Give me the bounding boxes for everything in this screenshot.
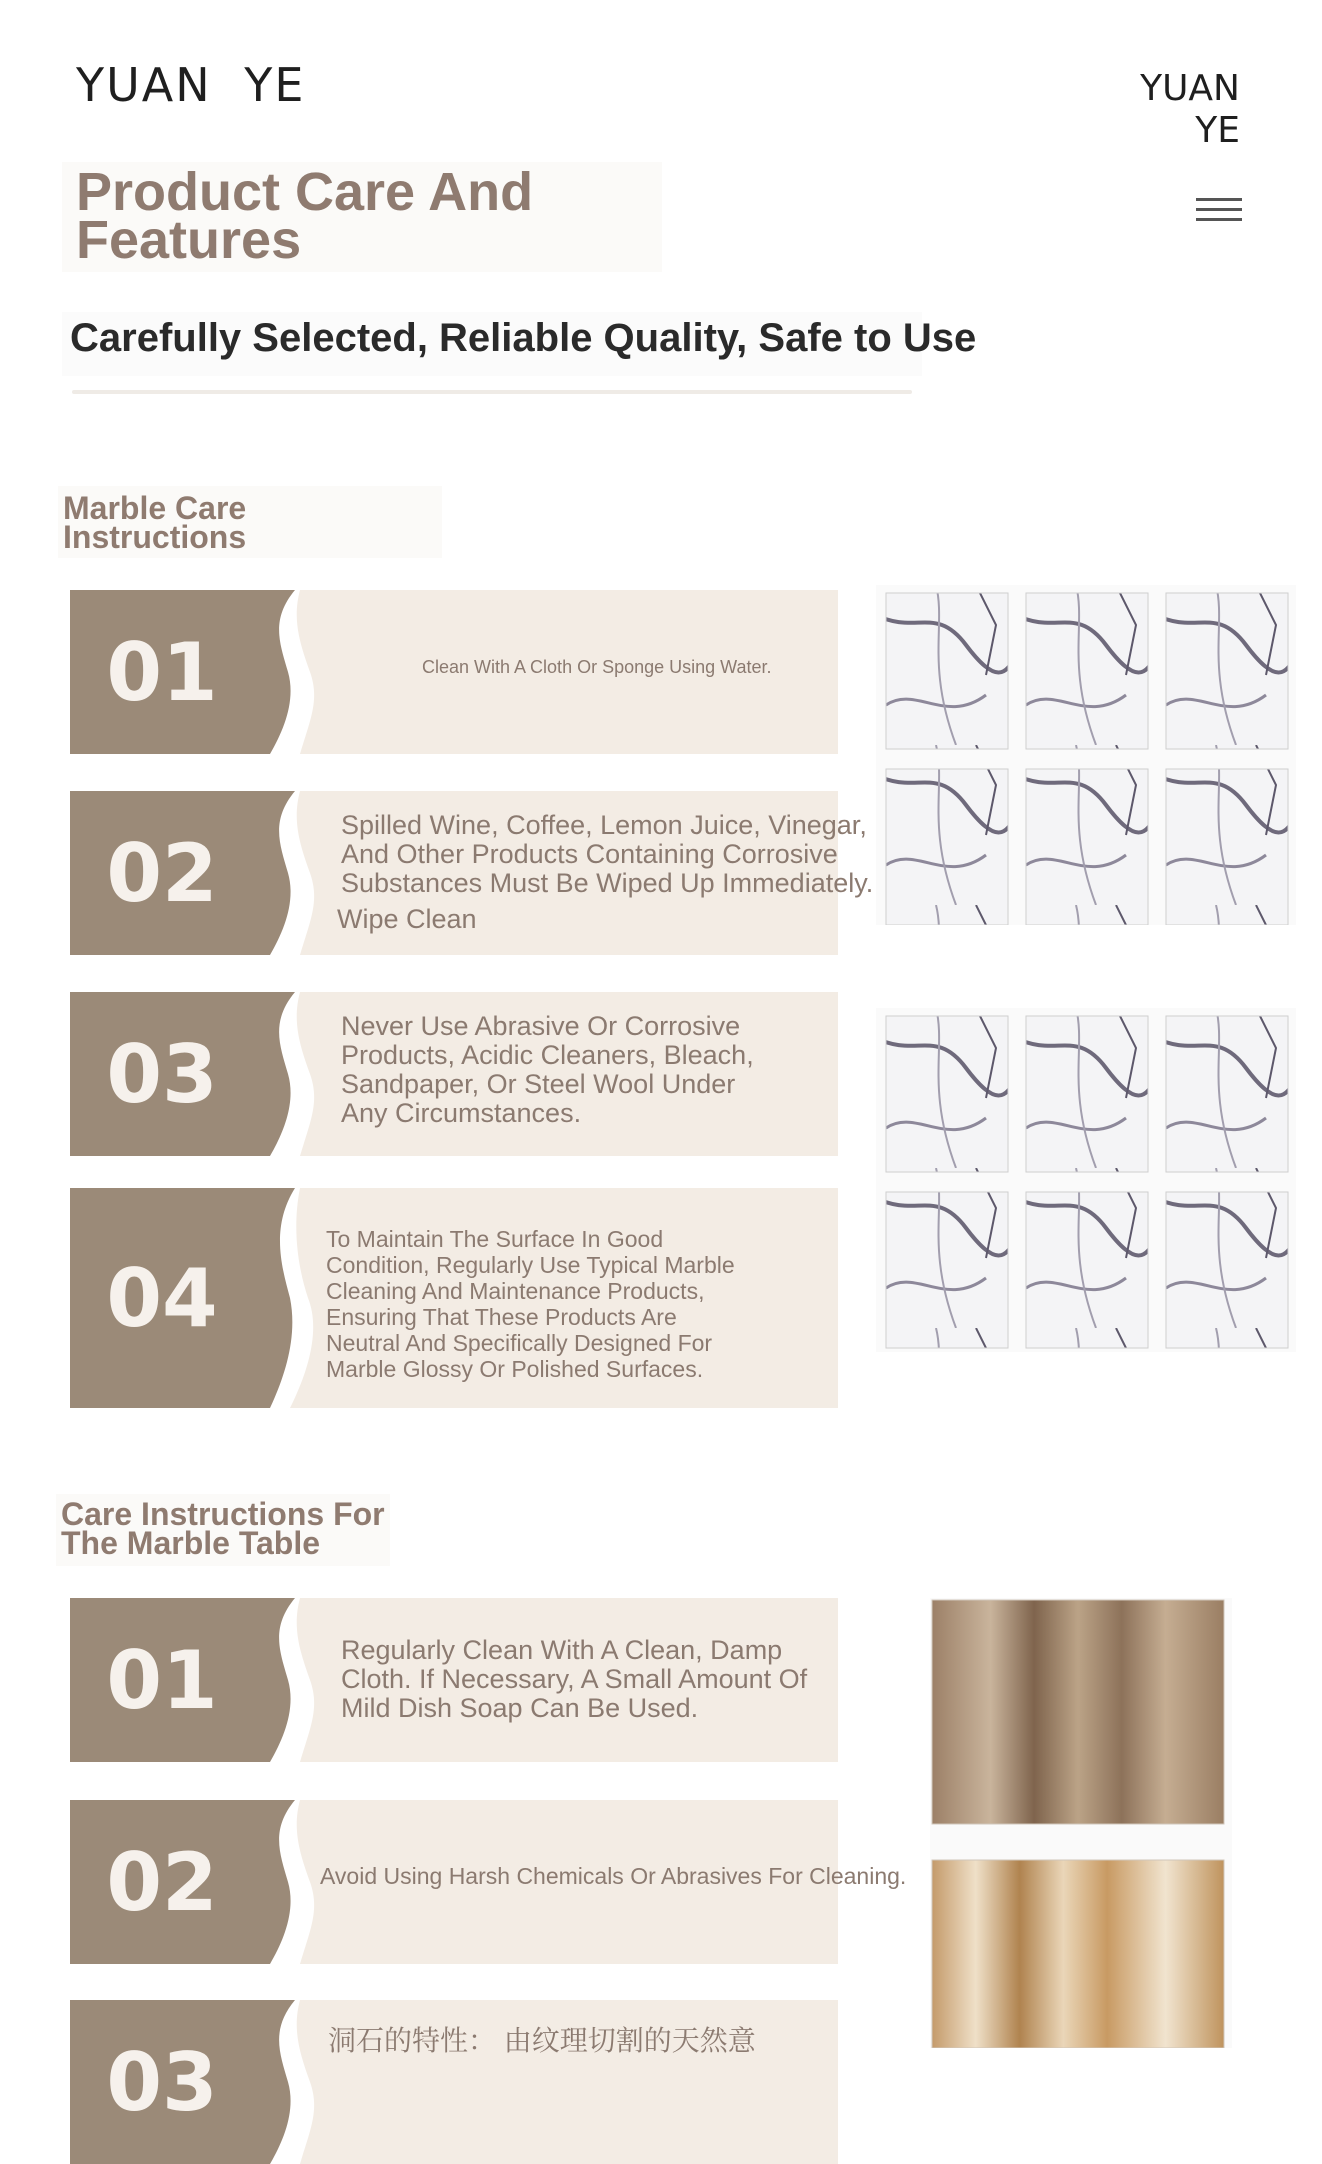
logo-right-line1: YUAN [1140, 68, 1240, 109]
marble-step-04 [70, 1188, 838, 1408]
step-text: Avoid Using Harsh Chemicals Or Abrasives For Cleaning. [320, 1863, 907, 1889]
marble-tiles-image [876, 1008, 1296, 1352]
table-step-02 [70, 1800, 907, 1964]
step-number: 03 [106, 2035, 218, 2129]
step-text: Never Use Abrasive Or Corrosive Products, Acidic Cleaners, Bleach, Sandpaper, Or Steel Wool Under Any Circumstances. [341, 1011, 754, 1128]
step-text: Spilled Wine, Coffee, Lemon Juice, Vinegar, And Other Products Containing Corrosive Substances Must Be Wiped Up Immediately. [341, 810, 874, 898]
step-text: To Maintain The Surface In Good Condition, Regularly Use Typical Marble Cleaning And Maintenance Products, Ensuring That These Products Are Neutral And Specifically Designed For Marble Glossy Or Polished Surfaces. [326, 1226, 735, 1382]
marble-step-03 [70, 992, 838, 1156]
step-number: 04 [106, 1251, 218, 1345]
step-text: Clean With A Cloth Or Sponge Using Water. [422, 657, 772, 677]
logo-right-line2: YE [1195, 110, 1240, 151]
divider [72, 390, 912, 394]
page-title: Product Care And Features [76, 162, 534, 270]
step-number: 02 [106, 826, 218, 920]
heading-line: Care Instructions For [61, 1496, 385, 1532]
step-number: 02 [106, 1835, 218, 1929]
logo-left[interactable]: YUAN YE [76, 58, 306, 112]
step-text: 洞石的特性： 由纹理切割的天然意 [328, 2025, 756, 2056]
logo-right[interactable] [1140, 68, 1240, 152]
step-number: 01 [106, 1633, 218, 1727]
table-step-03 [70, 2000, 838, 2164]
heading-line: The Marble Table [61, 1525, 321, 1561]
page-subtitle: Carefully Selected, Reliable Quality, Safe to Use [70, 316, 977, 360]
step-number: 03 [106, 1027, 218, 1121]
marble-step-02 [70, 791, 874, 955]
step-text: Regularly Clean With A Clean, Damp Cloth. If Necessary, A Small Amount Of Mild Dish Soap Can Be Used. [341, 1635, 808, 1723]
marble-tiles-image [876, 585, 1296, 925]
marble-care-heading [63, 490, 247, 555]
travertine-image [930, 1598, 1232, 2048]
table-care-heading [61, 1496, 385, 1561]
table-step-01 [70, 1598, 838, 1762]
step-number: 01 [106, 625, 218, 719]
hamburger-menu-icon[interactable] [1196, 196, 1242, 226]
heading-line: Marble Care [63, 490, 247, 526]
step-extra-text: Wipe Clean [337, 904, 477, 934]
marble-step-01 [70, 590, 838, 754]
heading-line: Instructions [63, 519, 247, 555]
